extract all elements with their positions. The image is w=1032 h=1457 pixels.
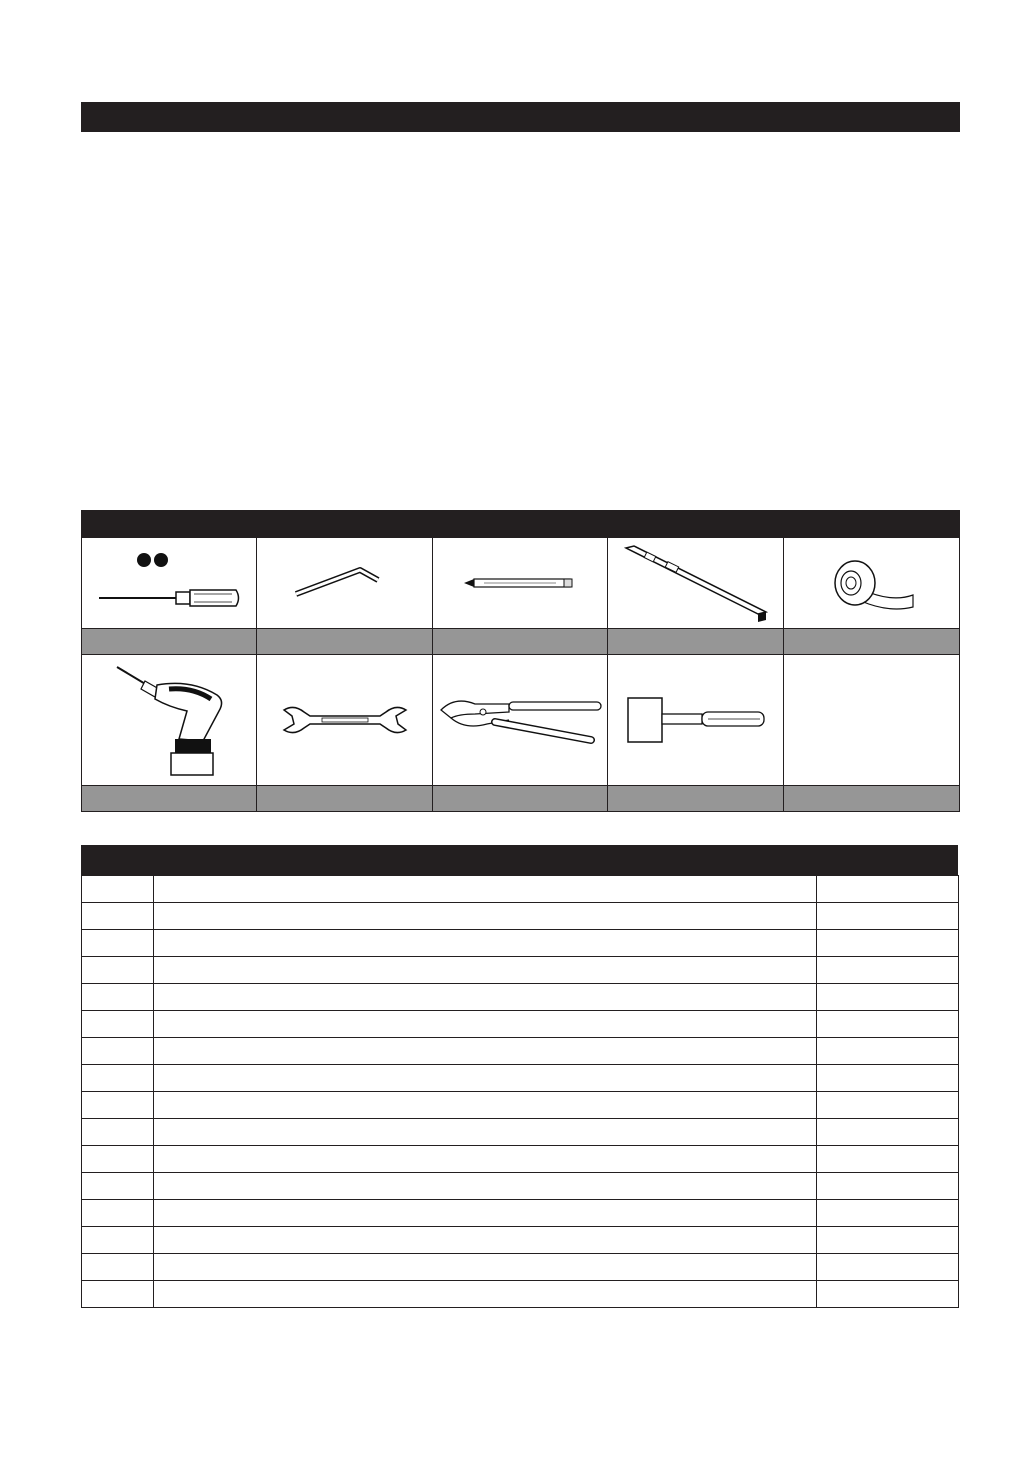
cell-no — [82, 1281, 154, 1308]
cell-description — [154, 984, 817, 1011]
table-row — [82, 1227, 959, 1254]
table-row — [82, 930, 959, 957]
tool-label — [784, 786, 959, 811]
tool-label — [608, 786, 783, 811]
cell-qty — [817, 876, 959, 903]
cell-qty — [817, 984, 959, 1011]
cell-no — [82, 1011, 154, 1038]
cell-description — [154, 1173, 817, 1200]
cell-no — [82, 903, 154, 930]
allen-key-icon — [290, 558, 400, 608]
spirit-level-icon — [620, 542, 770, 624]
tool-cell-wrench — [257, 655, 432, 785]
tool-cell-mallet — [608, 655, 783, 785]
cell-description — [154, 930, 817, 957]
cell-no — [82, 1173, 154, 1200]
table-row — [82, 1200, 959, 1227]
tool-label — [257, 629, 432, 654]
tool-cell-level — [608, 538, 783, 628]
cell-qty — [817, 1038, 959, 1065]
cell-description — [154, 1038, 817, 1065]
table-row — [82, 1092, 959, 1119]
cell-description — [154, 1065, 817, 1092]
tools-header — [81, 510, 960, 538]
cell-no — [82, 1065, 154, 1092]
table-row — [82, 1173, 959, 1200]
tools-required-panel — [81, 510, 960, 812]
phillips-screwdriver-icon — [94, 548, 244, 618]
cell-no — [82, 1092, 154, 1119]
tools-label-row-1 — [81, 628, 960, 655]
tool-label — [433, 786, 608, 811]
tool-cell-empty — [784, 655, 959, 785]
table-row — [82, 1146, 959, 1173]
cell-qty — [817, 1254, 959, 1281]
tool-cell-pliers — [433, 655, 608, 785]
table-row — [82, 876, 959, 903]
cell-no — [82, 1119, 154, 1146]
cell-no — [82, 1038, 154, 1065]
rubber-mallet-icon — [620, 690, 770, 750]
table-row — [82, 1119, 959, 1146]
table-row — [82, 1065, 959, 1092]
tool-cell-screwdriver — [82, 538, 257, 628]
cell-description — [154, 1200, 817, 1227]
cell-description — [154, 957, 817, 984]
cell-qty — [817, 930, 959, 957]
tool-cell-pencil — [433, 538, 608, 628]
cell-description — [154, 1011, 817, 1038]
cell-qty — [817, 1065, 959, 1092]
tools-label-row-2 — [81, 785, 960, 812]
cell-qty — [817, 1119, 959, 1146]
cell-qty — [817, 957, 959, 984]
table-row — [82, 1011, 959, 1038]
section-title-bar — [81, 102, 960, 132]
tool-cell-drill — [82, 655, 257, 785]
cell-qty — [817, 1227, 959, 1254]
tool-label — [82, 786, 257, 811]
cell-qty — [817, 1281, 959, 1308]
cell-description — [154, 1146, 817, 1173]
header-qty — [816, 845, 958, 875]
cell-no — [82, 1200, 154, 1227]
open-end-wrench-icon — [280, 700, 410, 740]
tool-label — [784, 629, 959, 654]
ptfe-tape-icon — [821, 553, 921, 613]
table-row — [82, 984, 959, 1011]
tool-label — [257, 786, 432, 811]
cell-qty — [817, 1011, 959, 1038]
cell-qty — [817, 1200, 959, 1227]
cell-no — [82, 930, 154, 957]
tools-row-1 — [81, 538, 960, 628]
cell-description — [154, 1254, 817, 1281]
table-row — [82, 957, 959, 984]
cell-description — [154, 1281, 817, 1308]
power-drill-icon — [99, 659, 239, 781]
tool-label — [82, 629, 257, 654]
cell-description — [154, 903, 817, 930]
cell-description — [154, 876, 817, 903]
cell-description — [154, 1119, 817, 1146]
cell-qty — [817, 1173, 959, 1200]
cell-qty — [817, 903, 959, 930]
parts-table — [81, 875, 959, 1308]
cell-no — [82, 1254, 154, 1281]
pencil-icon — [460, 573, 580, 593]
cell-no — [82, 876, 154, 903]
table-row — [82, 1038, 959, 1065]
cell-no — [82, 1146, 154, 1173]
table-row — [82, 1281, 959, 1308]
header-description — [153, 845, 816, 875]
table-row — [82, 903, 959, 930]
parts-list-panel — [81, 845, 958, 1308]
header-no — [81, 845, 153, 875]
cell-qty — [817, 1092, 959, 1119]
pliers-icon — [435, 690, 605, 750]
tools-row-2 — [81, 655, 960, 785]
cell-qty — [817, 1146, 959, 1173]
tool-label — [608, 629, 783, 654]
cell-description — [154, 1092, 817, 1119]
cell-description — [154, 1227, 817, 1254]
parts-table-header — [81, 845, 958, 875]
table-row — [82, 1254, 959, 1281]
tool-cell-allen-key — [257, 538, 432, 628]
tool-cell-tape — [784, 538, 959, 628]
cell-no — [82, 1227, 154, 1254]
cell-no — [82, 984, 154, 1011]
tool-label — [433, 629, 608, 654]
cell-no — [82, 957, 154, 984]
